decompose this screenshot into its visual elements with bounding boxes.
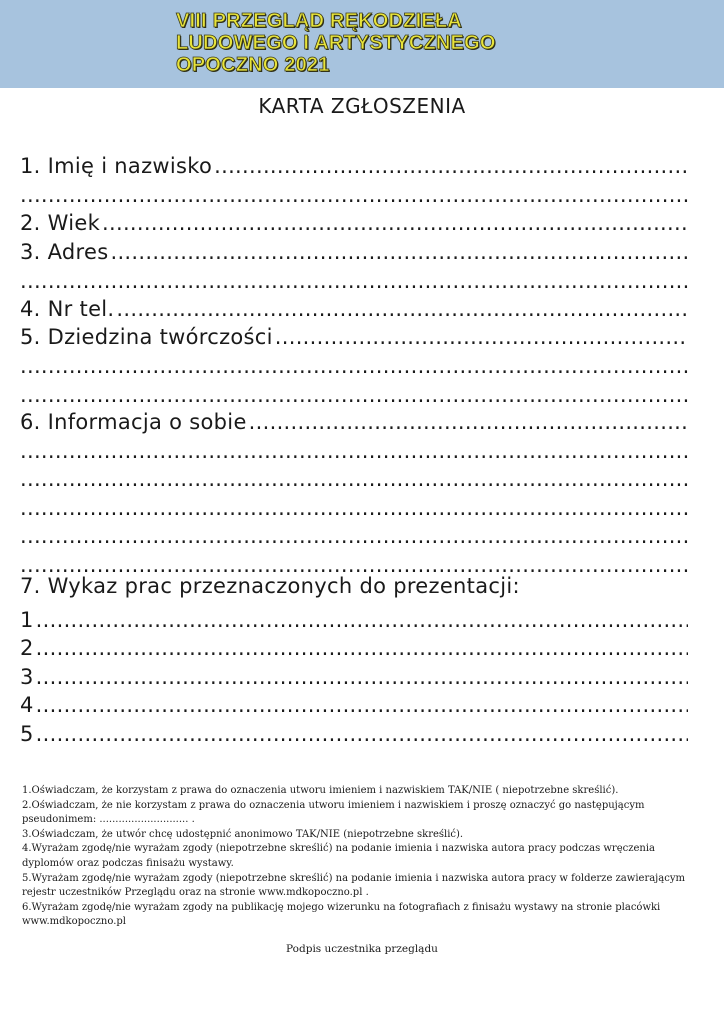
works-item-dots [36, 634, 688, 662]
dotted-line [20, 381, 688, 409]
declaration-line: rejestr uczestników Przeglądu oraz na stronie www.mdkopoczno.pl . [22, 887, 369, 899]
header-banner [0, 0, 724, 88]
works-item-5[interactable] [20, 718, 688, 748]
field-of-work-label: 5. Dziedzina twórczości [20, 325, 273, 349]
event-title-line-3: OPOCZNO 2021 [176, 54, 330, 76]
works-heading: 7. Wykaz prac przeznaczonych do prezentacji: [20, 574, 520, 598]
dotted-line [20, 437, 688, 465]
works-item-dots [36, 691, 688, 719]
address-field-continuation[interactable] [20, 265, 688, 295]
dotted-line [20, 181, 688, 209]
field-of-work-continuation-2[interactable] [20, 379, 688, 409]
about-field[interactable] [20, 406, 688, 436]
field-of-work-dots [275, 323, 688, 351]
address-field[interactable] [20, 236, 688, 266]
about-continuation-1[interactable] [20, 435, 688, 465]
address-field-dots [110, 238, 688, 266]
field-of-work-field[interactable] [20, 321, 688, 351]
works-item-2[interactable] [20, 632, 688, 662]
age-field-label: 2. Wiek [20, 211, 101, 235]
name-field-label: 1. Imię i nazwisko [20, 154, 213, 178]
works-item-number: 4 [20, 693, 34, 717]
about-continuation-3[interactable] [20, 492, 688, 522]
works-item-dots [36, 663, 688, 691]
works-item-number: 2 [20, 636, 34, 660]
declaration-line: dyplomów oraz podczas finisażu wystawy. [22, 857, 234, 869]
phone-field[interactable] [20, 293, 688, 323]
dotted-line [20, 522, 688, 550]
works-item-4[interactable] [20, 689, 688, 719]
dotted-line [20, 494, 688, 522]
works-item-dots [36, 606, 688, 634]
works-item-number: 1 [20, 608, 34, 632]
works-item-dots [36, 720, 688, 748]
works-item-number: 5 [20, 722, 34, 746]
name-field-dots [214, 152, 688, 180]
age-field[interactable] [20, 207, 688, 237]
declaration-line: pseudonimem: ............................ . [22, 814, 195, 826]
declaration-line: 3.Oświadczam, że utwór chcę udostępnić anonimowo TAK/NIE (niepotrzebne skreślić). [22, 828, 464, 840]
works-item-3[interactable] [20, 661, 688, 691]
event-title-line-1: VIII PRZEGLĄD RĘKODZIEŁA [176, 10, 462, 32]
about-continuation-2[interactable] [20, 463, 688, 493]
dotted-line [20, 352, 688, 380]
phone-field-dots [116, 295, 688, 323]
dotted-line [20, 465, 688, 493]
declaration-line: 2.Oświadczam, że nie korzystam z prawa do oznaczenia utworu imieniem i nazwiskiem i proszę oznaczyć go następującym [22, 799, 645, 811]
name-field[interactable] [20, 150, 688, 180]
field-of-work-continuation-1[interactable] [20, 350, 688, 380]
declaration-line: 6.Wyrażam zgodę/nie wyrażam zgody na publikację mojego wizerunku na fotografiach z finisażu wystawy na stronie placówki [22, 901, 661, 913]
name-field-continuation[interactable] [20, 179, 688, 209]
event-title [176, 10, 496, 76]
works-item-number: 3 [20, 665, 34, 689]
phone-field-label: 4. Nr tel. [20, 297, 115, 321]
about-field-label: 6. Informacja o sobie [20, 410, 247, 434]
signature-label: Podpis uczestnika przeglądu [286, 943, 438, 955]
declaration-line: 4.Wyrażam zgodę/nie wyrażam zgody (niepotrzebne skreślić) na podanie imienia i nazwiska autora pracy podczas wręczenia [22, 843, 656, 855]
about-field-dots [249, 408, 688, 436]
about-continuation-4[interactable] [20, 520, 688, 550]
event-title-line-2: LUDOWEGO I ARTYSTYCZNEGO [176, 32, 496, 54]
declaration-line: www.mdkopoczno.pl [22, 916, 126, 928]
works-item-1[interactable] [20, 604, 688, 634]
declarations-list [22, 784, 702, 930]
declaration-line: 5.Wyrażam zgodę/nie wyrażam zgody (niepotrzebne skreślić) na podanie imienia i nazwiska autora pracy w folderze zawierającym [22, 872, 685, 884]
declaration-line: 1.Oświadczam, że korzystam z prawa do oznaczenia utworu imieniem i nazwiskiem TAK/NIE ( niepotrzebne skreślić). [22, 785, 619, 796]
address-field-label: 3. Adres [20, 240, 109, 264]
dotted-line [20, 267, 688, 295]
age-field-dots [102, 209, 688, 237]
form-title: KARTA ZGŁOSZENIA [258, 94, 466, 118]
